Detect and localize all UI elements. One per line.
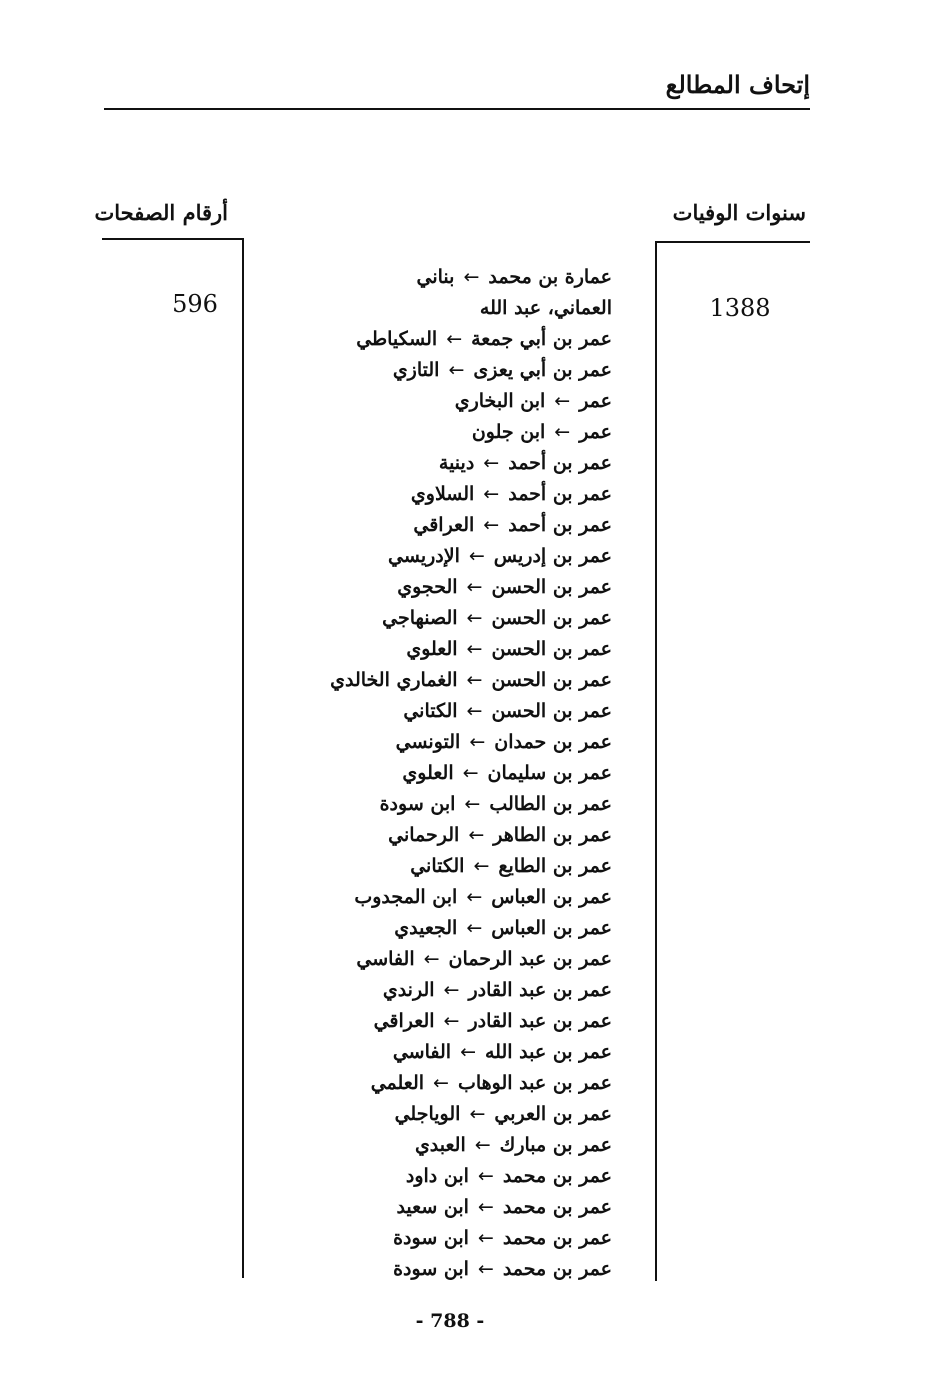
entry-reference: الجعيدي (394, 917, 458, 939)
see-reference-arrow-icon: ← (446, 328, 463, 350)
entry-name: عمر بن الطايع (498, 855, 612, 877)
see-reference-arrow-icon: ← (443, 1010, 460, 1032)
entry-reference: ابن جلون (471, 421, 546, 443)
entry-reference: الكتاني (403, 700, 458, 722)
entry-reference: العراقي (413, 514, 475, 536)
entry-name: عمر بن عبد الرحمان (448, 948, 612, 970)
index-entry (300, 665, 612, 696)
entry-name: عمر بن أحمد (508, 452, 612, 474)
entry-name: عمر بن أحمد (508, 514, 612, 536)
entry-name: عمر بن عبد القادر (468, 979, 612, 1001)
see-reference-arrow-icon: ← (554, 421, 571, 443)
index-entry (300, 727, 612, 758)
year-column-divider (655, 241, 657, 1281)
index-entry (300, 696, 612, 727)
see-reference-arrow-icon: ← (473, 855, 490, 877)
index-entry (300, 386, 612, 417)
entry-reference: الوياجلي (394, 1103, 461, 1125)
entry-name: عمر بن عبد الوهاب (457, 1072, 612, 1094)
entry-name: عمر بن أبي جمعة (471, 328, 612, 350)
entry-reference: ابن المجدوب (354, 886, 458, 908)
entry-name: عمر بن محمد (502, 1165, 612, 1187)
see-reference-arrow-icon: ← (469, 1103, 486, 1125)
entry-reference: الفاسي (392, 1041, 452, 1063)
entry-reference: التازي (392, 359, 440, 381)
entry-name: عمر بن العباس (491, 886, 612, 908)
see-reference-arrow-icon: ← (477, 1258, 494, 1280)
index-entry-list (300, 262, 612, 1285)
see-reference-arrow-icon: ← (460, 1041, 476, 1063)
entry-name: عمر بن العباس (491, 917, 612, 939)
entry-reference: دينية (438, 452, 475, 474)
index-entry (300, 1130, 612, 1161)
see-reference-arrow-icon: ← (466, 576, 483, 598)
index-entry (300, 293, 612, 324)
index-entry (300, 1192, 612, 1223)
see-reference-arrow-icon: ← (466, 886, 483, 908)
entry-reference: التونسي (395, 731, 461, 753)
index-entry (300, 1161, 612, 1192)
entry-reference: ابن سودة (393, 1227, 469, 1249)
see-reference-arrow-icon: ← (462, 762, 479, 784)
index-entry (300, 1254, 612, 1285)
header-rule (104, 108, 810, 110)
entry-reference: ابن البخاري (454, 390, 546, 412)
entry-reference: ابن سودة (393, 1258, 469, 1280)
entry-reference: العراقي (373, 1010, 435, 1032)
index-entry (300, 324, 612, 355)
entry-reference: ابن سودة (379, 793, 456, 815)
see-reference-arrow-icon: ← (464, 793, 481, 815)
index-entry (300, 1068, 612, 1099)
index-entry (300, 758, 612, 789)
see-reference-arrow-icon: ← (423, 948, 440, 970)
entry-name: عمر بن الحسن (491, 576, 612, 598)
index-entry (300, 541, 612, 572)
entry-name: عمر بن الحسن (491, 669, 612, 691)
see-reference-arrow-icon: ← (477, 1196, 494, 1218)
see-reference-arrow-icon: ← (483, 452, 500, 474)
entry-reference: الحجوي (397, 576, 458, 598)
index-entry (300, 572, 612, 603)
see-reference-arrow-icon: ← (448, 359, 465, 381)
death-year-value: 1388 (709, 294, 771, 322)
see-reference-arrow-icon: ← (477, 1165, 494, 1187)
see-reference-arrow-icon: ← (466, 638, 483, 660)
see-reference-arrow-icon: ← (466, 669, 483, 691)
index-entry (300, 479, 612, 510)
index-entry (300, 975, 612, 1006)
see-reference-arrow-icon: ← (443, 979, 460, 1001)
index-entry (300, 1037, 612, 1068)
index-entry (300, 1099, 612, 1130)
see-reference-arrow-icon: ← (463, 266, 480, 288)
entry-reference: الرحماني (388, 824, 460, 846)
entry-name: عمر بن محمد (502, 1258, 612, 1280)
entry-reference: السلاوي (410, 483, 475, 505)
index-entry (300, 510, 612, 541)
entry-reference: العبدي (414, 1134, 466, 1156)
index-entry (300, 789, 612, 820)
see-reference-arrow-icon: ← (468, 545, 485, 567)
entry-name: عمر بن الحسن (491, 638, 612, 660)
see-reference-arrow-icon: ← (433, 1072, 449, 1094)
index-entry (300, 1223, 612, 1254)
entry-name: عمر بن سليمان (487, 762, 612, 784)
index-entry (300, 634, 612, 665)
index-entry (300, 355, 612, 386)
entry-reference: الكتاني (410, 855, 465, 877)
entry-reference: بناني (416, 266, 455, 288)
entry-name: عمر بن حمدان (494, 731, 612, 753)
entry-name: عمر بن عبد القادر (468, 1010, 612, 1032)
see-reference-arrow-icon: ← (477, 1227, 494, 1249)
see-reference-arrow-icon: ← (468, 824, 485, 846)
see-reference-arrow-icon: ← (483, 483, 500, 505)
entry-name: عمر (579, 421, 612, 443)
entry-name: عمر بن عبد الله (485, 1041, 612, 1063)
entry-name: عمر بن إدريس (493, 545, 612, 567)
entry-name: عمر بن أبي يعزى (473, 359, 612, 381)
entry-name: عمر بن مبارك (499, 1134, 612, 1156)
see-reference-arrow-icon: ← (554, 390, 571, 412)
entry-name: عمر بن أحمد (508, 483, 612, 505)
index-entry (300, 820, 612, 851)
index-entry (300, 262, 612, 293)
index-entry (300, 882, 612, 913)
death-years-column-heading: سنوات الوفيات (672, 200, 806, 225)
see-reference-arrow-icon: ← (474, 1134, 491, 1156)
page-number: - 788 - (415, 1310, 485, 1332)
entry-name: عمر بن محمد (502, 1227, 612, 1249)
see-reference-arrow-icon: ← (466, 700, 483, 722)
entry-name: العماني، عبد الله (479, 297, 612, 319)
see-reference-arrow-icon: ← (466, 607, 483, 629)
entry-reference: الصنهاجي (382, 607, 458, 629)
index-entry (300, 603, 612, 634)
index-entry (300, 1006, 612, 1037)
page-column-divider (242, 238, 244, 1278)
entry-reference: الإدريسي (388, 545, 460, 567)
entry-reference: ابن داود (405, 1165, 469, 1187)
entry-name: عمارة بن محمد (488, 266, 612, 288)
see-reference-arrow-icon: ← (469, 731, 486, 753)
year-column-top-rule (656, 241, 810, 243)
index-entry (300, 944, 612, 975)
entry-name: عمر بن الطالب (489, 793, 612, 815)
entry-name: عمر بن محمد (502, 1196, 612, 1218)
entry-reference: الرندي (382, 979, 435, 1001)
entry-reference: العلوي (406, 638, 458, 660)
entry-name: عمر بن الحسن (491, 607, 612, 629)
entry-name: عمر بن العربي (494, 1103, 612, 1125)
entry-name: عمر (579, 390, 612, 412)
index-entry (300, 448, 612, 479)
entry-reference: الفاسي (356, 948, 415, 970)
entry-reference: ابن سعيد (396, 1196, 469, 1218)
entry-reference: الغماري الخالدي (330, 669, 458, 691)
entry-reference: السكياطي (356, 328, 438, 350)
index-entry (300, 417, 612, 448)
entry-reference: العلوي (402, 762, 454, 784)
see-reference-arrow-icon: ← (466, 917, 483, 939)
entry-name: عمر بن الطاهر (493, 824, 612, 846)
page-column-top-rule (102, 238, 244, 240)
page-number-value: 596 (172, 290, 218, 318)
entry-reference: العلمي (370, 1072, 425, 1094)
index-entry (300, 851, 612, 882)
entry-name: عمر بن الحسن (491, 700, 612, 722)
see-reference-arrow-icon: ← (483, 514, 500, 536)
page-numbers-column-heading: أرقام الصفحات (94, 200, 228, 225)
running-header-title: إتحاف المطالع (665, 70, 810, 99)
index-entry (300, 913, 612, 944)
